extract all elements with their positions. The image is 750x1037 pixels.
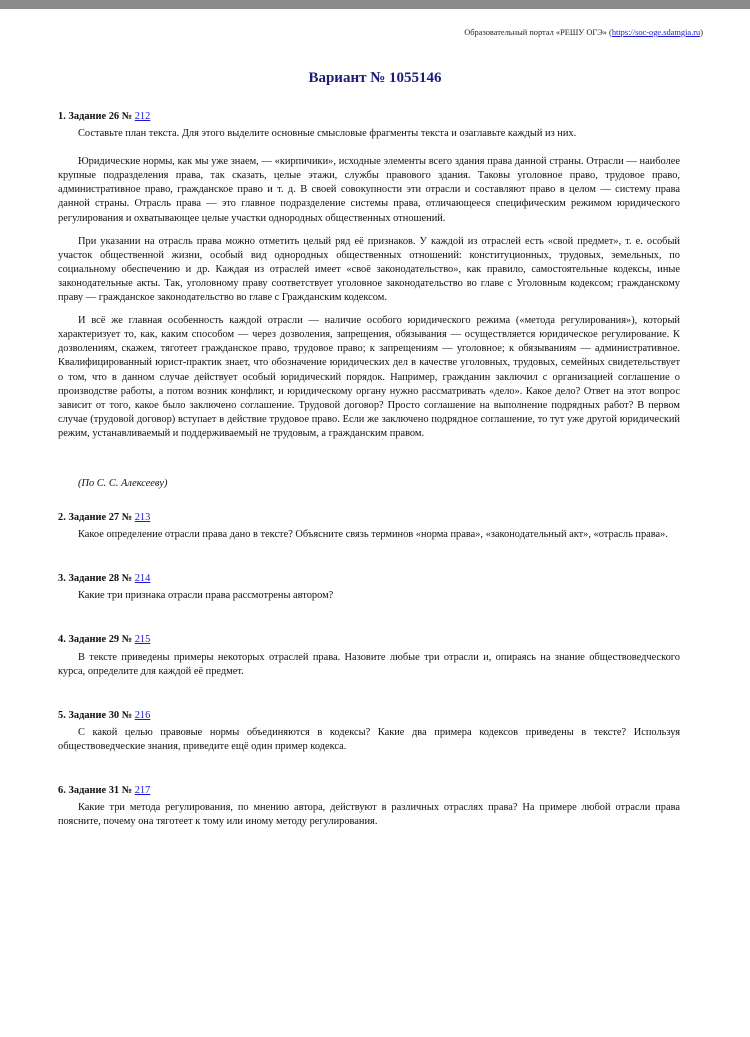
task-2-link[interactable]: 213: [134, 512, 151, 524]
task-3-label: 3. Задание 28 №: [58, 573, 135, 585]
task-2-heading: [58, 511, 680, 525]
text-paragraph-3: И всё же главная особенность каждой отрасли — наличие особого юридического режима («метода регулирования»), который характеризует то, как, каким способом — через дозволения, запрещения, обязывания — осуществляется юридическое регулирование. К дозволениям, скажем, тяготеет гражданское право, трудовое право; к запрещениям — уголовное; к обязываниям — административное. Квалифицированный юрист-практик знает, что обозначение юридических дел в качестве уголовных, трудовых, семейных свидетельствует о том, что в данном случае действует особый юридический порядок. Например, гражданин заключил с организацией соглашение о производстве работы, а потом возник конфликт, и юридическому органу нужно рассматривать «дело». Какое дело? Ответ на этот вопрос зависит от того, какое было заключено соглашение. Трудовой договор? Просто соглашение на выполнение подрядных работ? В первом случае (трудовой договор) вступает в действие трудовое право. Если же заключено подрядное соглашение, то тут уже другой юридический режим, устанавливаемый и поддерживаемый не трудовым, а гражданским правом.: [58, 315, 680, 439]
task-2: [58, 511, 680, 542]
task-5-link[interactable]: 216: [134, 709, 151, 721]
portal-header: [464, 28, 703, 37]
task-5-question: С какой целью правовые нормы объединяются в кодексы? Какие два примера кодексов приведены в тексте? Используя обществоведческие знания, приведите ещё один пример кодекса.: [58, 726, 680, 752]
task-1-question: Составьте план текста. Для этого выделите основные смысловые фрагменты текста и озаглавьте каждый из них.: [78, 128, 577, 140]
task-4-link[interactable]: 215: [134, 634, 151, 646]
task-6-label: 6. Задание 31 №: [58, 785, 135, 796]
task-5-label: 5. Задание 30 №: [58, 709, 135, 721]
task-3-link[interactable]: 214: [134, 573, 151, 585]
task-6-heading: [58, 784, 680, 798]
task-2-question: Какое определение отрасли права дано в тексте? Объясните связь терминов «норма права», «законодательный акт», «отрасль права».: [78, 529, 668, 541]
portal-prefix: Образовательный портал «РЕШУ ОГЭ» (: [464, 28, 612, 37]
task-5-heading: [58, 709, 680, 723]
task-6-link[interactable]: 217: [134, 785, 151, 796]
tasks-content: [58, 110, 680, 829]
task-4-heading: [58, 633, 680, 647]
portal-suffix: ): [700, 28, 703, 37]
variant-title: Вариант № 1055146: [308, 70, 442, 86]
task-1-link[interactable]: 212: [134, 111, 151, 122]
text-author: (По С. С. Алексееву): [78, 477, 168, 489]
task-1: [58, 110, 680, 491]
task-3-question: Какие три признака отрасли права рассмотрены автором?: [78, 590, 334, 602]
task-2-label: 2. Задание 27 №: [58, 512, 135, 524]
text-paragraph-1: Юридические нормы, как мы уже знаем, — «кирпичики», исходные элементы всего здания права данной страны. Отрасли — наиболее крупные подразделения права, так сказать, целые этажи, службы правового здания. Таковы уголовное право, трудовое право, административное право, гражданское право и т. д. В своей совокупности эти отрасли и составляют право в целом — систему права данной страны. Отрасль права — это главное подразделение системы права, отличающееся специфическим режимом юридического регулирования и охватывающее целые участки однородных общественных отношений.: [58, 156, 680, 224]
text-paragraph-2: При указании на отрасль права можно отметить целый ряд её признаков. У каждой из отраслей есть «свой предмет», т. е. особый участок общественной жизни, особый вид однородных общественных отношений: конституционных, трудовых, земельных, по социальному обеспечению и др. Каждая из отраслей имеет «своё законодательство», как правило, самостоятельные кодексы, иные законодательные акты. Так, уголовному праву соответствует уголовное законодательство во главе с Уголовным кодексом; гражданскому праву — гражданское законодательство во главе с Гражданским кодексом.: [58, 235, 680, 304]
task-1-heading: [58, 110, 680, 124]
task-4: [58, 633, 680, 678]
task-1-label: 1. Задание 26 №: [58, 111, 135, 122]
task-3: [58, 572, 680, 603]
task-4-label: 4. Задание 29 №: [58, 634, 135, 646]
task-3-heading: [58, 572, 680, 586]
task-6-question: Какие три метода регулирования, по мнению автора, действуют в различных отраслях права? На примере любой отрасли права поясните, почему она тяготеет к тому или иному методу регулирования.: [58, 802, 680, 828]
task-6: [58, 784, 680, 829]
task-5: [58, 709, 680, 754]
portal-link[interactable]: https://soc-oge.sdamgia.ru: [611, 28, 701, 37]
top-bar: [0, 0, 750, 9]
task-4-question: В тексте приведены примеры некоторых отраслей права. Назовите любые три отрасли и, опираясь на знание обществоведческого курса, определите для каждой её предмет.: [58, 651, 680, 677]
